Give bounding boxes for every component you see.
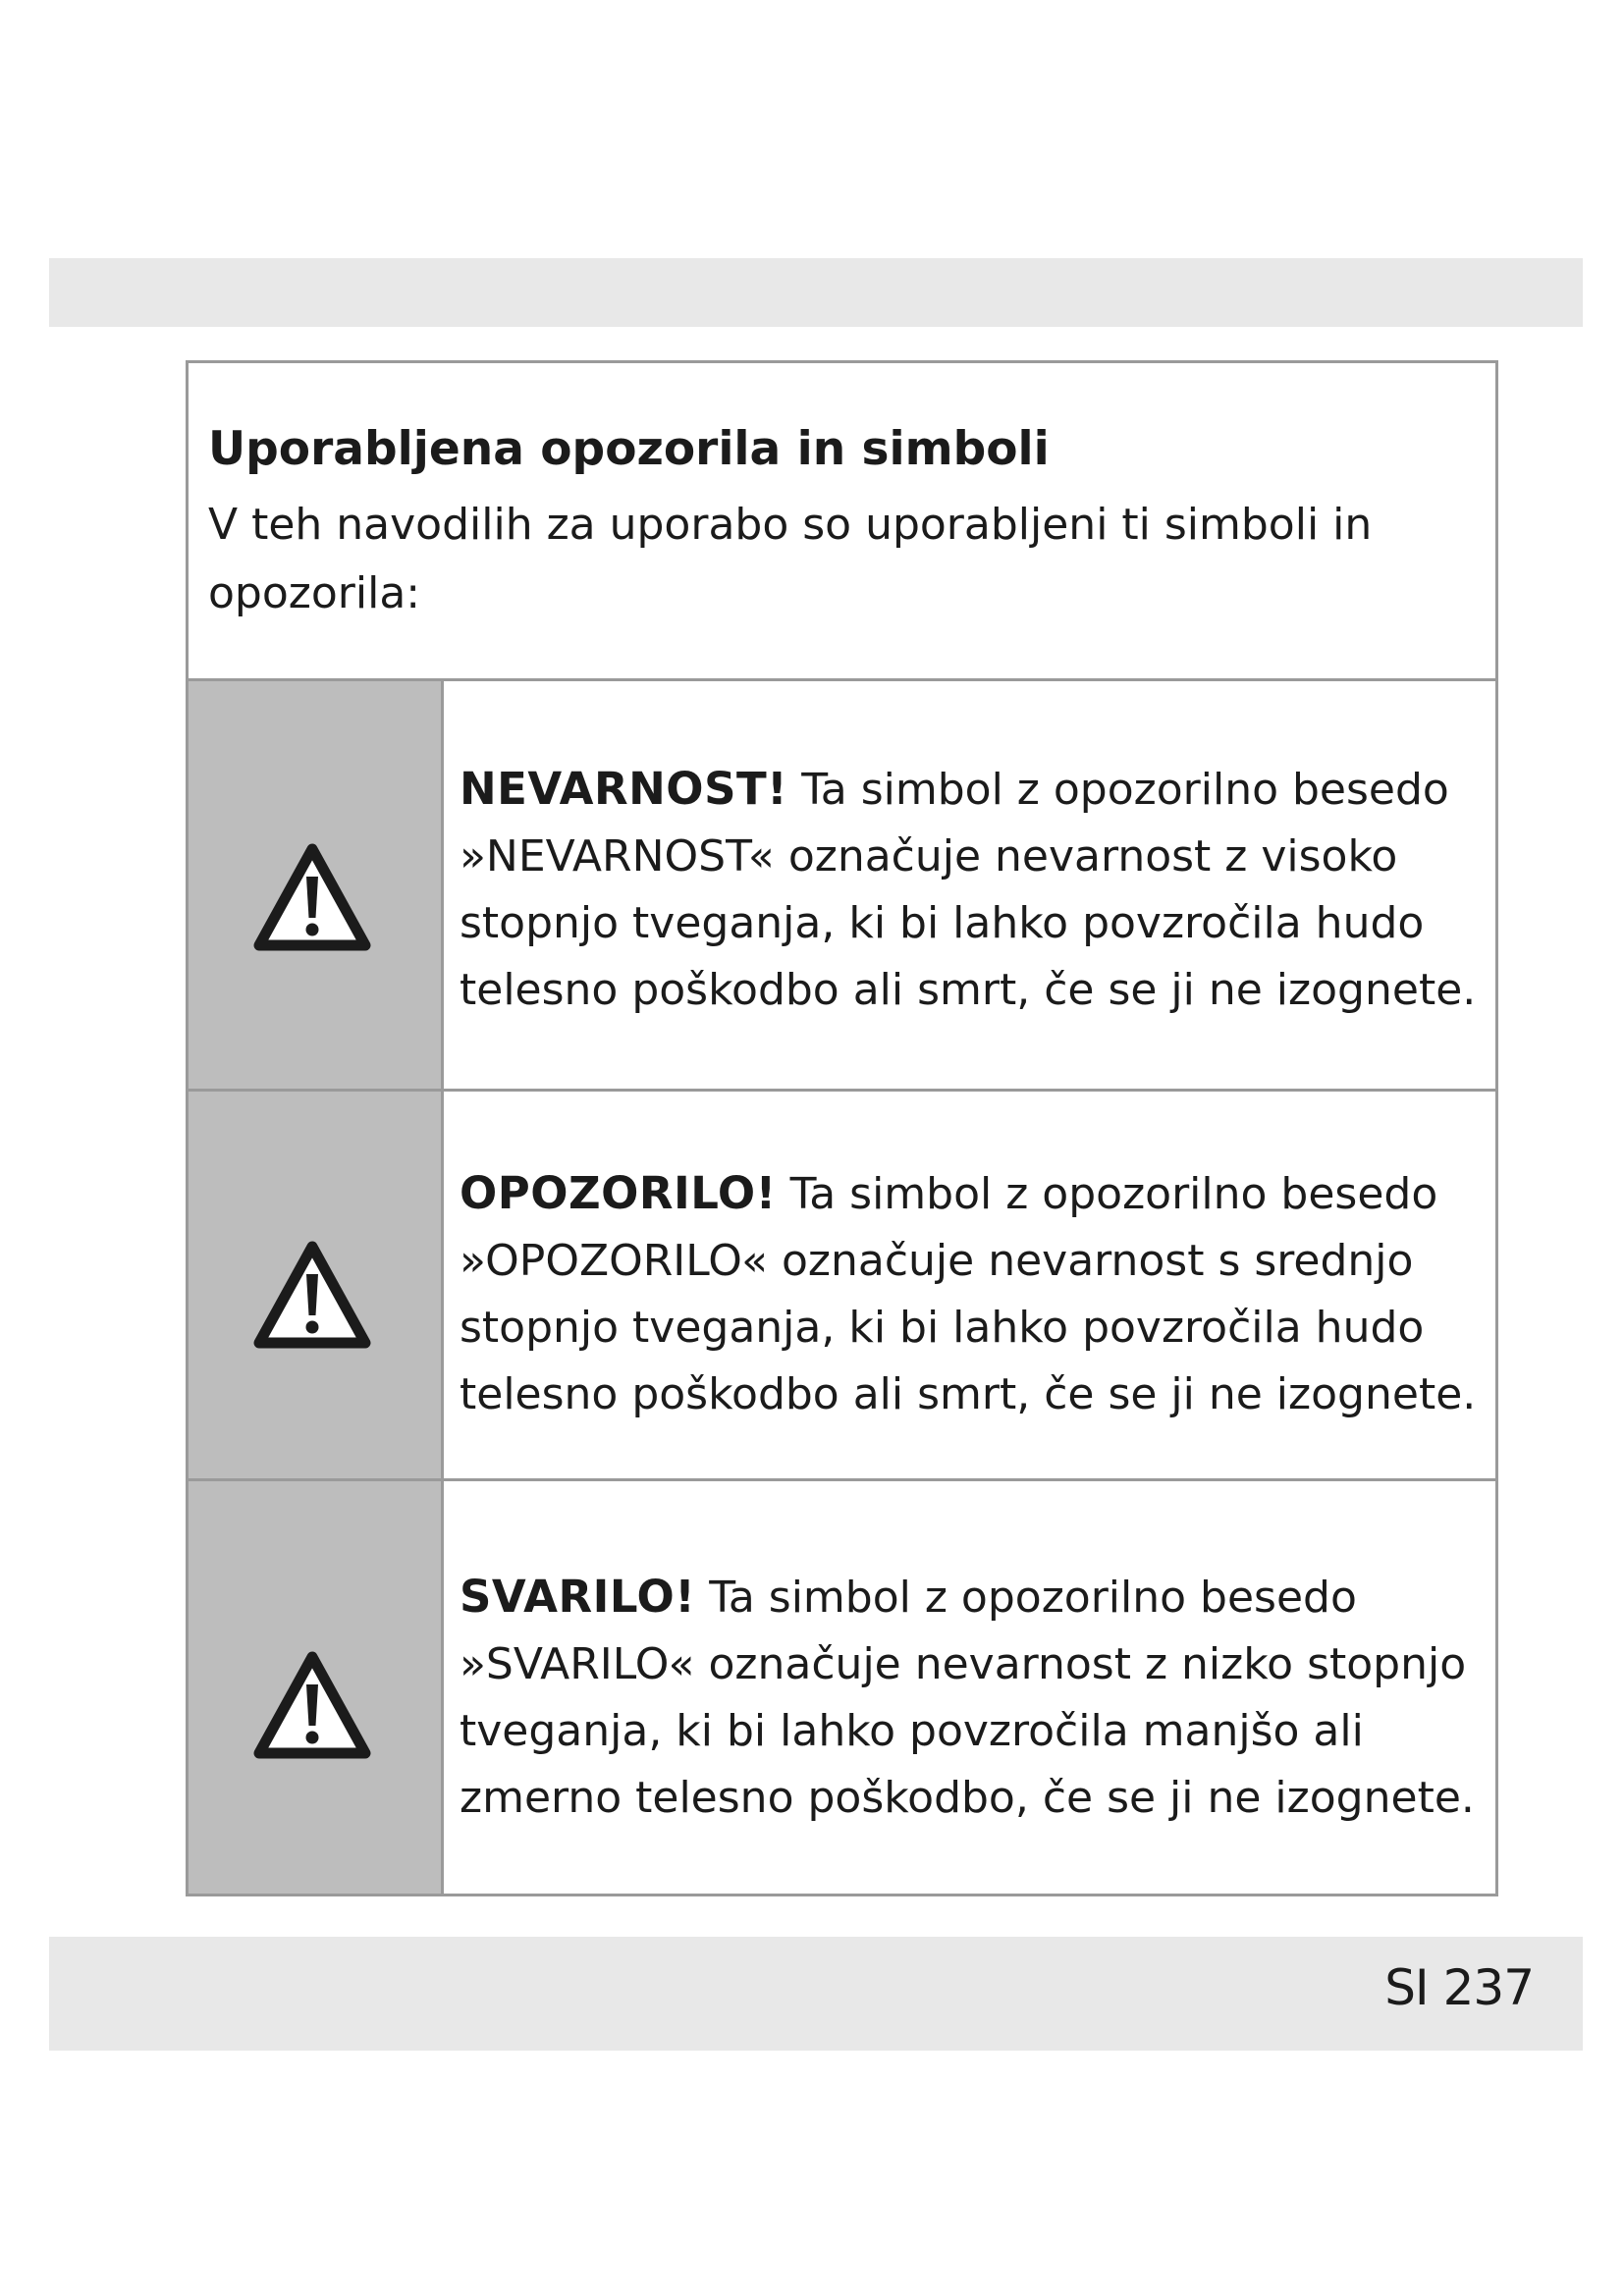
- warning-triangle-icon: [251, 841, 373, 955]
- section-intro: V teh navodilih za uporabo so uporabljeni ti simboli in opozorila:: [208, 500, 1373, 618]
- signal-word: NEVARNOST!: [460, 763, 788, 815]
- symbol-cell: [189, 1481, 444, 1894]
- symbol-cell: [189, 1092, 444, 1478]
- warning-triangle-icon: [251, 1649, 373, 1763]
- signal-word: SVARILO!: [460, 1571, 696, 1623]
- warning-row-caution: [189, 1481, 1495, 1894]
- warning-text: Ta simbol z opozorilno besedo »NEVARNOST« označuje nevarnost z visoko stopnjo tveganja, ki bi lahko povzročila hudo telesno poškodbo ali smrt, če se ji ne izognete.: [460, 765, 1477, 1015]
- footer-band: [49, 1937, 1583, 2051]
- warning-row-warning: [189, 1092, 1495, 1481]
- warning-row-danger: [189, 681, 1495, 1092]
- section-title: Uporabljena opozorila in simboli: [208, 422, 1050, 476]
- page-number: SI 237: [1384, 1959, 1534, 2016]
- warnings-panel: [186, 360, 1498, 1896]
- warning-description: [460, 756, 1481, 1024]
- warning-description: [460, 1160, 1481, 1428]
- header-band: [49, 258, 1583, 327]
- warning-text: Ta simbol z opozorilno besedo »OPOZORILO« označuje nevarnost s srednjo stopnjo tveganja, ki bi lahko povzročila hudo telesno poškodbo ali smrt, če se ji ne izognete.: [460, 1169, 1477, 1419]
- panel-header: [189, 363, 1495, 681]
- warning-text: Ta simbol z opozorilno besedo »SVARILO« označuje nevarnost z nizko stopnjo tveganja, ki bi lahko povzročila manjšo ali zmerno telesno poškodbo, če se ji ne izognete.: [460, 1573, 1475, 1823]
- warning-triangle-icon: [251, 1239, 373, 1353]
- warning-description: [460, 1564, 1481, 1832]
- signal-word: OPOZORILO!: [460, 1167, 777, 1219]
- symbol-cell: [189, 681, 444, 1089]
